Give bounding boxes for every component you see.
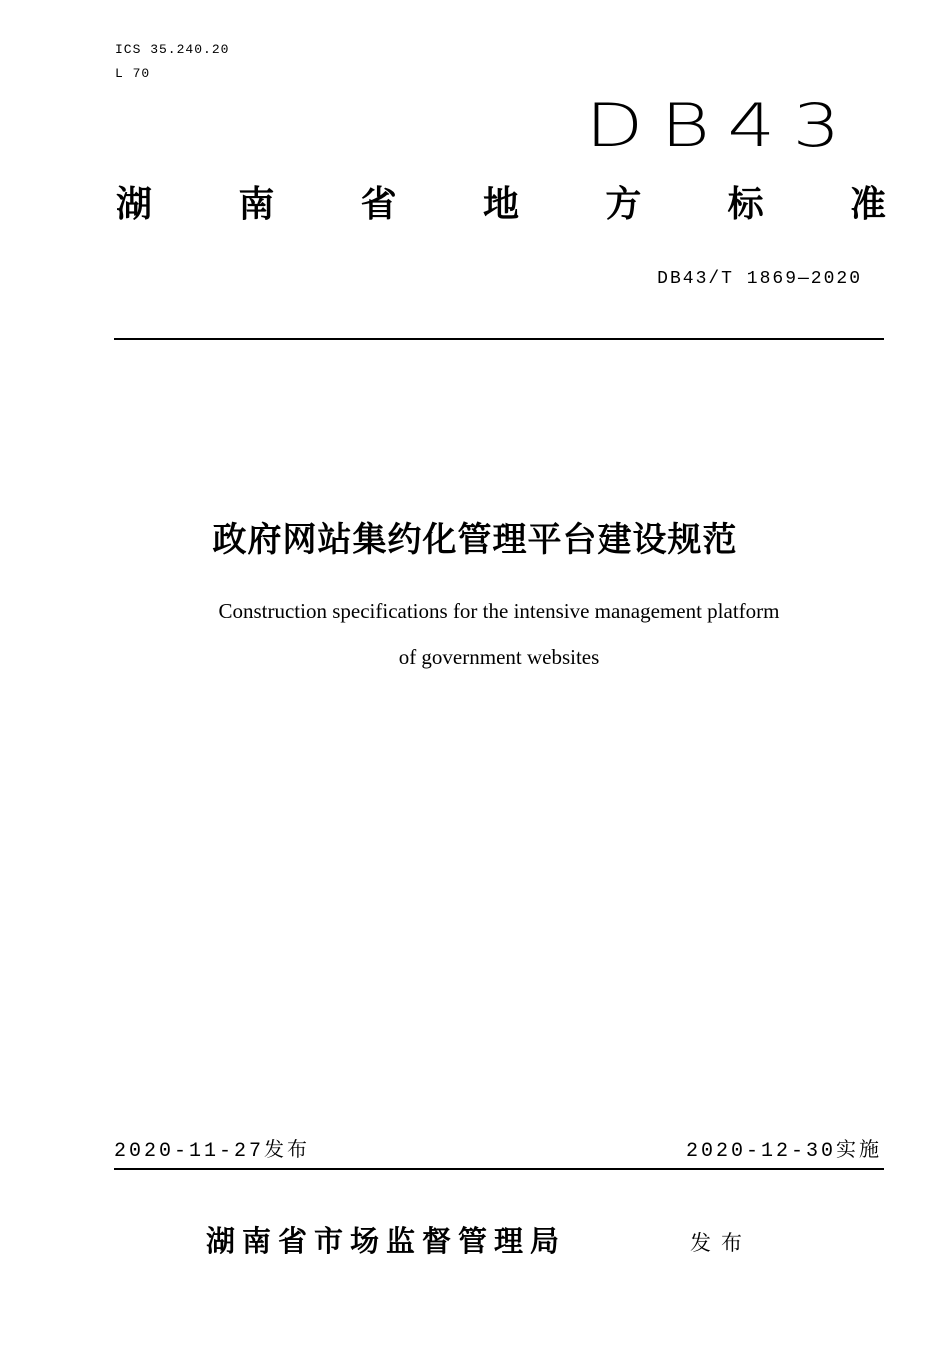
standard-type-char: 标 [727, 184, 764, 225]
issue-date-value: 2020-11-27 [114, 1140, 265, 1163]
issuing-authority: 湖南省市场监督管理局 [206, 1224, 567, 1258]
ccs-number: L 70 [115, 66, 151, 81]
standard-logo: DB43 [585, 91, 858, 161]
implementation-date [686, 1134, 882, 1167]
document-title-cn: 政府网站集约化管理平台建设规范 [212, 520, 738, 560]
standard-type-char: 准 [849, 184, 886, 225]
issue-label: 发布 [264, 1137, 311, 1161]
footer-divider [114, 1168, 884, 1170]
publish-label: 发布 [690, 1231, 752, 1255]
standard-type-char: 南 [238, 184, 275, 225]
standard-type [116, 180, 886, 230]
impl-label: 实施 [836, 1137, 882, 1161]
standard-code: DB43/T 1869—2020 [657, 269, 862, 289]
standard-type-char: 地 [482, 184, 519, 225]
impl-date-value: 2020-12-30 [685, 1140, 836, 1163]
standard-type-char: 省 [360, 184, 397, 225]
standard-type-char: 方 [605, 184, 642, 225]
ics-number: ICS 35.240.20 [115, 42, 230, 57]
issue-date [114, 1134, 310, 1167]
document-title-en-line1: Construction specifications for the intensive management platform [218, 599, 780, 623]
standard-type-char: 湖 [116, 184, 153, 225]
header-divider [114, 338, 884, 340]
document-title-en-line2: of government websites [398, 645, 600, 669]
